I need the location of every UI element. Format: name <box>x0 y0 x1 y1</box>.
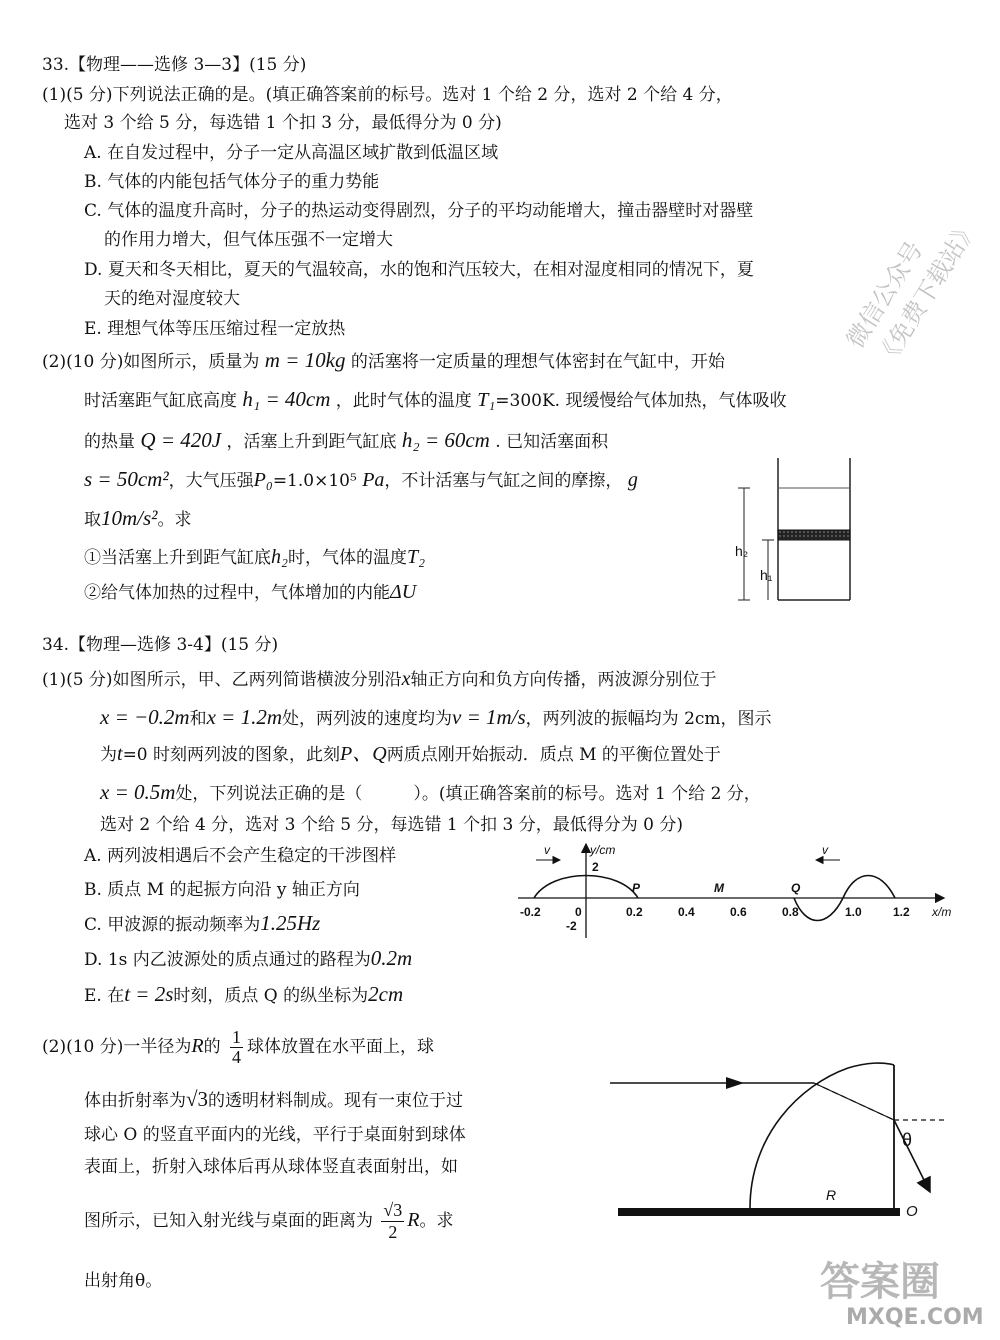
q34-p2-text: 体由折射率为 <box>84 1091 186 1111</box>
q34-p2-line4: 表面上，折射入球体后再从球体竖直表面射出，如 <box>84 1157 458 1177</box>
q34-option-a: A. 两列波相遇后不会产生稳定的干涉图样 <box>84 846 397 866</box>
logo-watermark: 答案圈 <box>820 1259 940 1305</box>
h2-label: h₂ <box>735 543 749 559</box>
height-numerator: √3 <box>383 1200 403 1220</box>
x-tick-0.6: 0.6 <box>730 905 747 919</box>
t-symbol: t <box>117 743 123 765</box>
quarter-denominator: 4 <box>232 1047 242 1067</box>
t1-symbol: T₁ <box>477 389 496 411</box>
q34-option-b: B. 质点 M 的起振方向沿 y 轴正方向 <box>84 880 360 900</box>
q34-p1-text: ，两列波的振幅均为 2cm，图示 <box>525 709 772 729</box>
q34-p1-line1 <box>42 668 716 691</box>
q33-option-b: B. 气体的内能包括气体分子的重力势能 <box>84 172 380 192</box>
q34-p2-line2 <box>84 1088 463 1112</box>
q33-p2-line5 <box>84 507 191 531</box>
q34-p1-text: (1)(5 分)如图所示，甲、乙两列简谐横波分别沿 <box>42 670 402 690</box>
q33-p2-line2 <box>84 388 786 412</box>
sphere-arc <box>750 1063 894 1208</box>
q34-option-c <box>84 912 320 936</box>
q34-p1-line2 <box>100 706 772 730</box>
refractive-index: √3 <box>186 1087 209 1111</box>
wave-graph <box>512 838 967 948</box>
mass-formula: m = 10kg <box>264 348 346 372</box>
q33-sub1-text: 时，气体的温度 <box>287 548 407 568</box>
q34-p2-text: 球体放置在水平面上，球 <box>247 1037 435 1057</box>
q33-p2-line4 <box>84 468 638 492</box>
q34-p1-text: 两质点刚开始振动．质点 M 的平衡位置处于 <box>386 745 721 765</box>
refracted-ray <box>814 1083 894 1120</box>
area-formula: s = 50cm² <box>84 467 169 491</box>
q34-p1-text: 和 <box>189 709 207 729</box>
x-tick-1.2: 1.2 <box>893 905 910 919</box>
q33-option-a: A. 在自发过程中，分子一定从高温区域扩散到低温区域 <box>84 143 499 163</box>
q34-p2-text: 的 <box>203 1037 221 1057</box>
x-symbol: x <box>401 668 411 690</box>
p0-symbol: P₀ <box>253 469 273 491</box>
q34-option-e-text: 时刻，质点 Q 的纵坐标为 <box>173 986 369 1006</box>
piston <box>778 530 850 540</box>
q34-p1-line4 <box>100 781 761 805</box>
r-symbol: R <box>407 1209 420 1231</box>
q33-p2-text: 的热量 <box>84 432 135 452</box>
q34-p1-text: 为 <box>100 745 117 765</box>
q33-p1-stem-line2: 选对 3 个给 5 分，每选错 1 个扣 3 分，最低得分为 0 分) <box>64 113 502 133</box>
q33-p2-line1 <box>42 349 725 373</box>
pq-symbols: P、Q <box>340 743 387 765</box>
q33-p2-line3 <box>84 429 608 453</box>
q33-option-d-line1: D. 夏天和冬天相比，夏天的气温较高，水的饱和汽压较大，在相对湿度相同的情况下，夏 <box>84 260 754 280</box>
q34-p1-line5: 选对 2 个给 4 分，选对 3 个给 5 分，每选错 1 个扣 3 分，最低得分为 0 分) <box>100 815 683 835</box>
q33-option-c-line1: C. 气体的温度升高时，分子的热运动变得剧烈，分子的平均动能增大，撞击器壁时对器壁 <box>84 201 754 221</box>
q34-p1-text: 处，两列波的速度均为 <box>282 709 452 729</box>
incident-ray-arrow <box>726 1077 744 1089</box>
h2-symbol: h₂ <box>271 546 288 568</box>
q34-option-c-text: C. 甲波源的振动频率为 <box>84 915 261 935</box>
source-b-position: x = 1.2m <box>206 705 282 729</box>
g-value: 10m/s² <box>101 506 158 530</box>
q34-p2-line3: 球心 O 的竖直平面内的光线，平行于桌面射到球体 <box>84 1125 466 1145</box>
delta-u-symbol: ΔU <box>390 581 417 603</box>
source-a-position: x = −0.2m <box>100 705 190 729</box>
point-m-label: M <box>714 881 724 895</box>
y-tick-neg2: -2 <box>566 919 577 933</box>
q33-p2-text: ，活塞上升到距气缸底 <box>226 432 397 452</box>
quarter-fraction <box>230 1028 243 1067</box>
t2-symbol: T₂ <box>406 546 426 568</box>
q34-p2-text: 图所示，已知入射光线与桌面的距离为 <box>84 1211 373 1231</box>
radius-label: R <box>826 1187 837 1203</box>
q33-option-c-line2: 的作用力增大，但气体压强不一定增大 <box>104 230 393 250</box>
path-value: 0.2m <box>370 946 413 970</box>
q33-p2-text: ，不计活塞与气缸之间的摩擦， <box>384 471 623 491</box>
v-label-left: v <box>544 843 550 857</box>
y-tick-2: 2 <box>592 860 599 874</box>
q34-p2-line6: 出射角θ。 <box>84 1271 163 1291</box>
heat-formula: Q = 420J <box>140 428 222 452</box>
q33-p1-stem-line1: (1)(5 分)下列说法正确的是。(填正确答案前的标号。选对 1 个给 2 分，选对 2 个给 4 分， <box>42 85 733 105</box>
q33-p2-text: ，此时气体的温度 <box>335 391 472 411</box>
q34-option-d <box>84 947 412 971</box>
q33-option-d-line2: 天的绝对湿度较大 <box>104 289 240 309</box>
origin-label: 0 <box>575 905 582 919</box>
pa-unit: Pa <box>362 469 385 491</box>
q34-p1-line3 <box>100 743 721 766</box>
url-watermark: MXQE.COM <box>846 1305 984 1330</box>
quarter-numerator: 1 <box>232 1027 242 1047</box>
table-surface <box>618 1208 900 1216</box>
side-watermark: 微信公众号《免费下载站》 <box>841 214 984 372</box>
q34-option-e-text: E. 在 <box>84 986 125 1006</box>
x-tick-neg0.2: -0.2 <box>520 905 541 919</box>
q33-p2-text: (2)(10 分)如图所示，质量为 <box>42 352 260 372</box>
h1-label: h₁ <box>760 567 773 583</box>
x-axis-label: x/m <box>932 905 952 919</box>
q34-p1-text: 处，下列说法正确的是（ ）。(填正确答案前的标号。选对 1 个给 2 分， <box>175 784 761 804</box>
q33-p2-text: 取 <box>84 510 101 530</box>
x-tick-1.0: 1.0 <box>845 905 862 919</box>
h2-formula: h₂ = 60cm <box>401 428 490 452</box>
q33-p2-text: 。求 <box>157 510 192 530</box>
q33-option-e: E. 理想气体等压压缩过程一定放热 <box>84 319 346 339</box>
q33-sub1 <box>84 546 425 569</box>
q33-title: 33.【物理——选修 3—3】(15 分) <box>42 55 307 75</box>
q34-p2-text: 。求 <box>419 1211 454 1231</box>
time-value: t = 2s <box>124 982 174 1006</box>
q33-p2-text: 的活塞将一定质量的理想气体密封在气缸中，开始 <box>350 352 725 372</box>
point-q-label: Q <box>791 881 801 895</box>
q34-p1-text: =0 时刻两列波的图象，此刻 <box>122 745 341 765</box>
q34-title: 34.【物理—选修 3-4】(15 分) <box>42 635 279 655</box>
q34-option-e <box>84 983 403 1007</box>
frequency-value: 1.25Hz <box>260 911 321 935</box>
r-symbol: R <box>191 1035 204 1057</box>
q33-sub1-text: ①当活塞上升到距气缸底 <box>84 548 271 568</box>
q34-p1-text: 轴正方向和负方向传播，两波源分别位于 <box>410 670 717 690</box>
q34-p2-text: (2)(10 分)一半径为 <box>42 1037 192 1057</box>
q33-p2-text: ，大气压强 <box>168 471 254 491</box>
cylinder-diagram <box>730 458 860 606</box>
h1-formula: h₁ = 40cm <box>242 387 331 411</box>
x-tick-0.8: 0.8 <box>782 905 799 919</box>
center-o-label: O <box>906 1203 918 1220</box>
theta-label: θ <box>902 1130 913 1150</box>
wave-speed: v = 1m/s <box>452 705 526 729</box>
x-tick-0.4: 0.4 <box>678 905 695 919</box>
q34-p2-line5 <box>84 1200 454 1243</box>
quarter-sphere-diagram <box>600 1050 960 1225</box>
g-symbol: g <box>627 469 638 491</box>
q33-p2-text: =1.0×10⁵ <box>272 471 357 491</box>
q33-p2-text: 时活塞距气缸底高度 <box>84 391 237 411</box>
height-denominator: 2 <box>388 1222 398 1242</box>
x-tick-0.2: 0.2 <box>626 905 643 919</box>
q34-option-d-text: D. 1s 内乙波源处的质点通过的路程为 <box>84 950 371 970</box>
q34-p2-text: 的透明材料制成。现有一束位于过 <box>208 1091 464 1111</box>
q33-p2-text: =300K. 现缓慢给气体加热，气体吸收 <box>495 391 787 411</box>
height-fraction <box>381 1200 404 1243</box>
q34-p2-line1 <box>42 1028 434 1067</box>
q33-sub2 <box>84 581 416 604</box>
m-position: x = 0.5m <box>100 780 176 804</box>
q33-p2-text: . 已知活塞面积 <box>495 432 609 452</box>
ordinate-value: 2cm <box>368 982 404 1006</box>
q33-sub2-text: ②给气体加热的过程中，气体增加的内能 <box>84 583 390 603</box>
point-p-label: P <box>632 881 641 895</box>
y-axis-label: y/cm <box>590 843 616 857</box>
v-label-right: v <box>822 843 828 857</box>
